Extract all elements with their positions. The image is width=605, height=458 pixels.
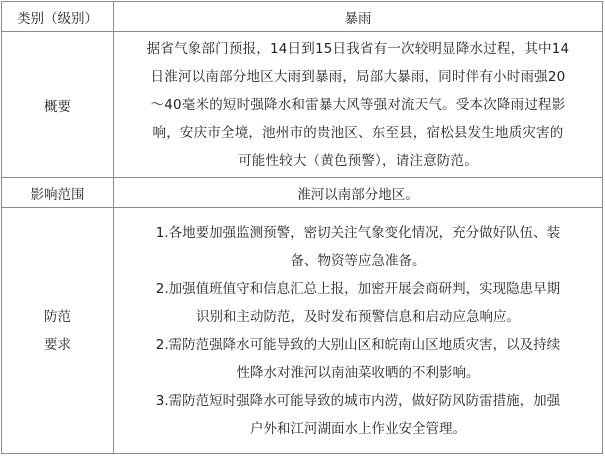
requirements-label-line: 要求 (44, 336, 71, 353)
requirement-item (120, 275, 596, 331)
requirement-item (120, 331, 596, 387)
level-value: 暴雨 (344, 10, 372, 27)
requirement-line: 3.需防范短时强降水可能导致的城市内涝，做好防风防雷措施，加强 (155, 392, 561, 409)
scope-label: 影响范围 (30, 186, 85, 203)
requirements-label-line: 防范 (44, 308, 71, 325)
scope-value-cell (114, 178, 603, 208)
requirements-content-cell (114, 208, 603, 454)
requirement-line: 2.加强值班值守和信息汇总上报，加密开展会商研判，实现隐患早期 (155, 280, 561, 297)
overview-line: 可能性较大（黄色预警），请注意防范。 (238, 152, 478, 169)
requirements-label-cell (2, 208, 114, 454)
requirement-line: 2.需防范强降水可能导致的大别山区和皖南山区地质灾害，以及持续 (155, 336, 561, 353)
requirement-line: 性降水对淮河以南油菜收晒的不利影响。 (236, 364, 480, 381)
overview-line: 日淮河以南部分地区大雨到暴雨，局部大暴雨，同时伴有小时雨强20 (150, 68, 566, 85)
scope-value: 淮河以南部分地区。 (297, 186, 419, 203)
overview-line: ～40毫米的短时强降水和雷暴大风等强对流天气。受本次降雨过程影 (150, 96, 566, 113)
overview-line: 响，安庆市全境，池州市的贵池区、东至县，宿松县发生地质灾害的 (152, 124, 564, 141)
level-value-cell (114, 2, 603, 32)
requirement-line: 识别和主动防范，及时发布预警信息和启动应急响应。 (196, 308, 520, 325)
overview-label-cell (2, 32, 114, 178)
requirement-line: 备、物资等应急准备。 (290, 252, 426, 269)
requirements-label (2, 303, 113, 359)
overview-content-cell (114, 32, 603, 178)
requirement-line: 户外和江河湖面水上作业安全管理。 (250, 420, 466, 437)
warning-table (1, 1, 603, 454)
header-row (2, 2, 603, 32)
requirement-item (120, 219, 596, 275)
requirement-line: 1.各地要加强监测预警，密切关注气象变化情况，充分做好队伍、装 (155, 224, 561, 241)
overview-line: 据省气象部门预报，14日到15日我省有一次较明显降水过程，其中14 (146, 40, 570, 57)
requirements-row (2, 208, 603, 454)
overview-row (2, 32, 603, 178)
category-label: 类别（级别） (17, 10, 98, 27)
scope-label-cell (2, 178, 114, 208)
overview-label: 概要 (44, 98, 71, 115)
overview-text (120, 35, 596, 175)
requirement-item (120, 387, 596, 443)
scope-row (2, 178, 603, 208)
category-label-cell (2, 2, 114, 32)
